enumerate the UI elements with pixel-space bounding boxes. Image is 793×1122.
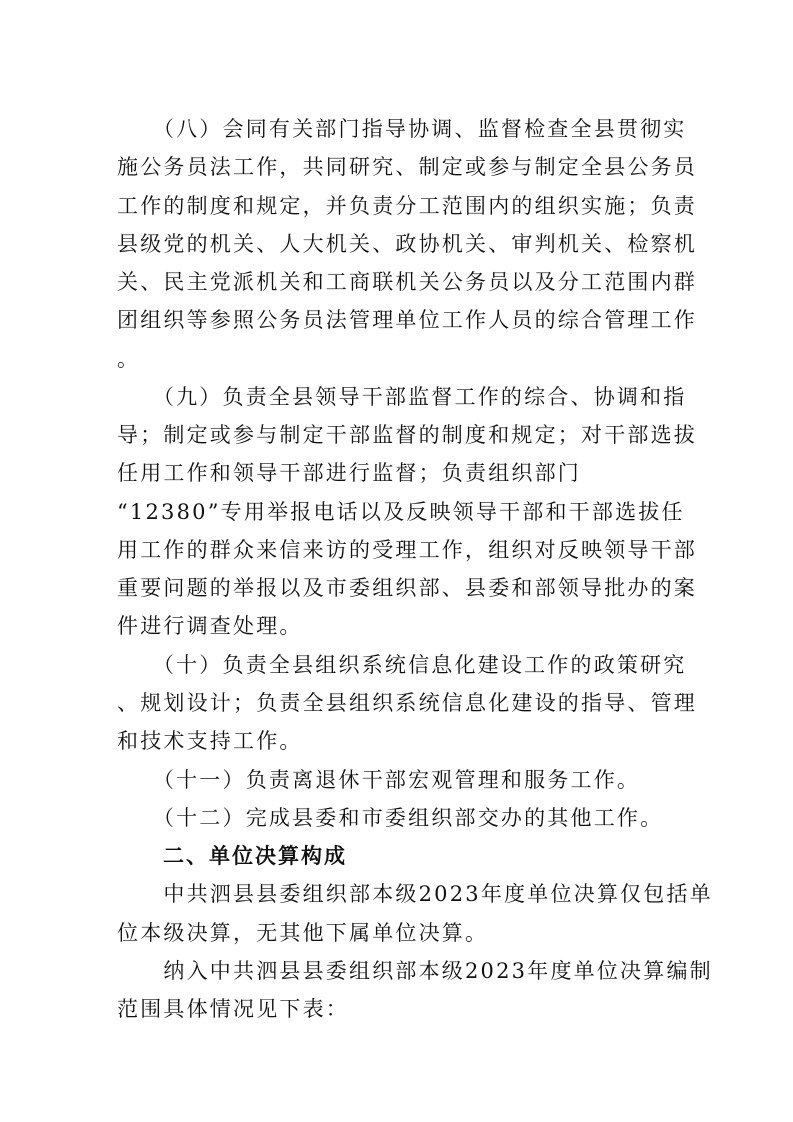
text-line: 用工作的群众来信来访的受理工作，组织对反映领导干部 (117, 538, 697, 562)
text-line: 位本级决算，无其他下属单位决算。 (117, 921, 489, 945)
text-line: （十）负责全县组织系统信息化建设工作的政策研究 (117, 653, 687, 677)
text-line: 团组织等参照公务员法管理单位工作人员的综合管理工作 (117, 308, 697, 332)
text-line: 中共泗县县委组织部本级2023年度单位决算仅包括单 (117, 882, 713, 906)
text-line: 、规划设计；负责全县组织系统信息化建设的指导、管理 (117, 691, 697, 715)
text-line: 重要问题的举报以及市委组织部、县委和部领导批办的案 (117, 576, 697, 600)
text-line: 工作的制度和规定，并负责分工范围内的组织实施；负责 (117, 194, 697, 218)
text-line: 。 (117, 347, 141, 371)
text-line: （十二）完成县委和市委组织部交办的其他工作。 (117, 806, 664, 830)
section-heading: 二、单位决算构成 (117, 844, 347, 868)
text-line: （十一）负责离退休干部宏观管理和服务工作。 (117, 768, 641, 792)
text-line: 和技术支持工作。 (117, 729, 303, 753)
text-line: 县级党的机关、人大机关、政协机关、审判机关、检察机 (117, 232, 697, 256)
text-line: 范围具体情况见下表： (117, 997, 349, 1021)
text-line: 任用工作和领导干部进行监督；负责组织部门 (117, 461, 581, 485)
text-line: （九）负责全县领导干部监督工作的综合、协调和指 (117, 385, 687, 409)
text-line: 导；制定或参与制定干部监督的制度和规定；对干部选拔 (117, 423, 697, 447)
text-line: （八）会同有关部门指导协调、监督检查全县贯彻实 (117, 117, 687, 141)
text-line: 件进行调查处理。 (117, 614, 303, 638)
text-line: 关、民主党派机关和工商联机关公务员以及分工范围内群 (117, 270, 697, 294)
text-line: 纳入中共泗县县委组织部本级2023年度单位决算编制 (117, 959, 713, 983)
text-line: 施公务员法工作，共同研究、制定或参与制定全县公务员 (117, 155, 697, 179)
text-line: “12380”专用举报电话以及反映领导干部和干部选拔任 (117, 500, 685, 524)
